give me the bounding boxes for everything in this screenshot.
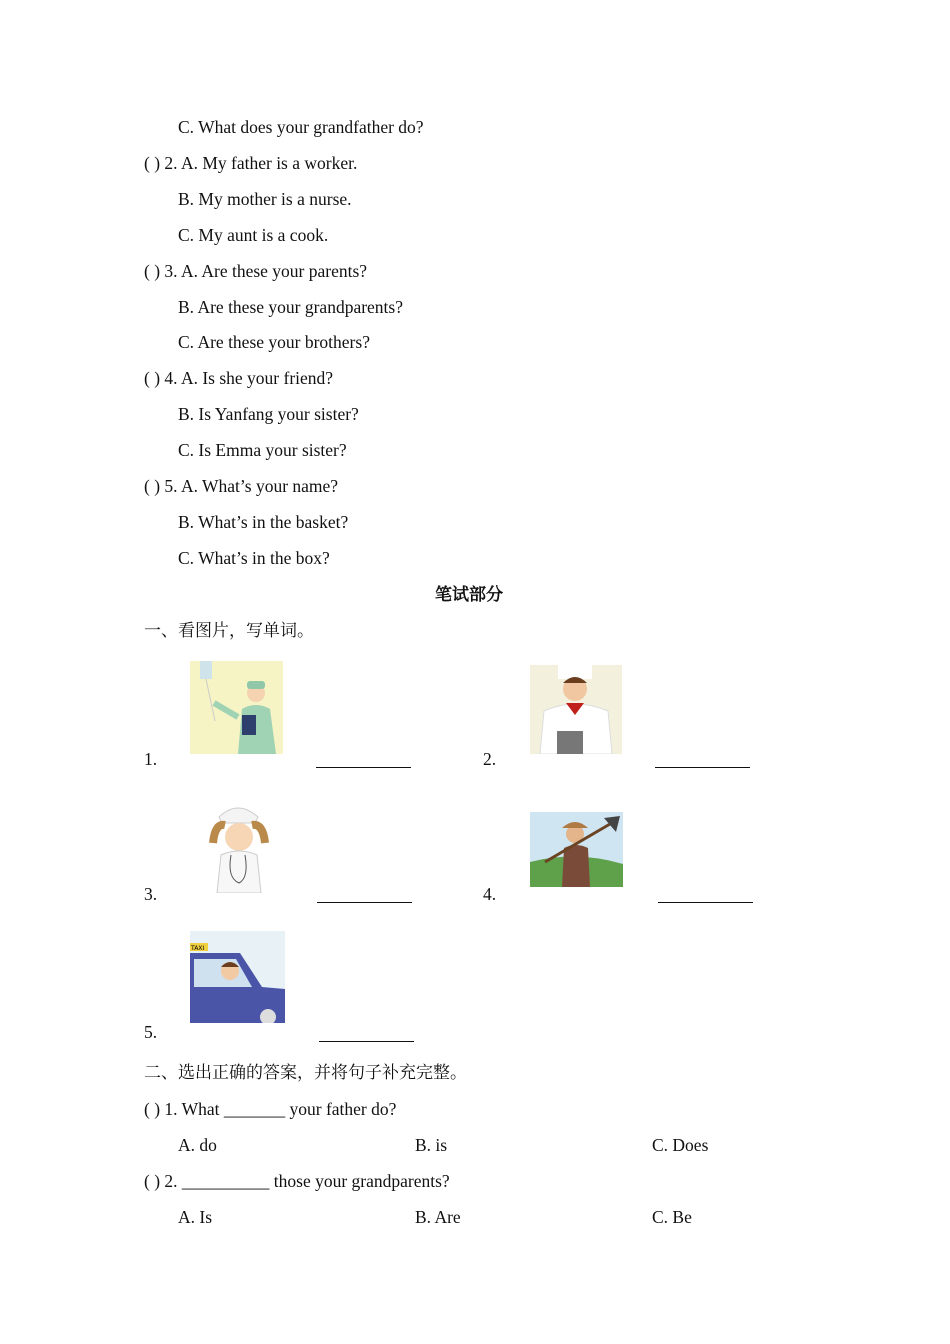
listening-line: ( ) 2. A. My father is a worker. [144, 152, 358, 173]
written-section-title: 笔试部分 [435, 585, 503, 605]
answer-blank[interactable] [319, 1041, 414, 1042]
option-c: C. Does [652, 1135, 709, 1155]
listening-line: ( ) 5. A. What’s your name? [144, 476, 339, 496]
option-a: A. do [178, 1135, 217, 1155]
item-number: 2. [483, 749, 497, 769]
listening-line: ( ) 4. A. Is she your friend? [144, 368, 334, 389]
listening-line: C. What’s in the box? [178, 547, 330, 568]
section2-heading: 二、选出正确的答案，并将句子补充完整。 [144, 1063, 467, 1083]
listening-line: B. Is Yanfang your sister? [178, 404, 359, 425]
question-stem: ( ) 1. What _______ your father do? [144, 1099, 397, 1119]
answer-blank[interactable] [317, 902, 412, 903]
listening-line: C. Is Emma your sister? [178, 440, 347, 461]
listening-line: ( ) 3. A. Are these your parents? [144, 260, 368, 281]
item-number: 1. [144, 749, 158, 769]
listening-line: C. What does your grandfather do? [178, 117, 424, 137]
listening-line: B. Are these your grandparents? [178, 296, 403, 317]
farmer-picture [530, 812, 623, 887]
cook-picture [530, 665, 622, 754]
item-number: 4. [483, 884, 497, 904]
section1-heading: 一、看图片，写单词。 [144, 621, 314, 641]
answer-blank[interactable] [655, 767, 750, 768]
answer-blank[interactable] [658, 902, 753, 903]
nurse-picture [190, 661, 283, 754]
item-number: 5. [144, 1022, 158, 1042]
answer-blank[interactable] [316, 767, 411, 768]
taxi-sign: TAXI [191, 945, 205, 952]
option-b: B. is [415, 1135, 448, 1155]
option-b: B. Are [415, 1207, 461, 1227]
listening-line: C. My aunt is a cook. [178, 224, 329, 245]
listening-line: C. Are these your brothers? [178, 332, 370, 353]
question-stem: ( ) 2. __________ those your grandparents? [144, 1171, 450, 1191]
listening-line: B. My mother is a nurse. [178, 188, 352, 209]
option-c: C. Be [652, 1207, 692, 1227]
taxi-driver-picture [190, 931, 285, 1023]
doctor-picture [205, 803, 272, 893]
option-a: A. Is [178, 1207, 213, 1227]
item-number: 3. [144, 884, 158, 904]
listening-line: B. What’s in the basket? [178, 511, 349, 532]
